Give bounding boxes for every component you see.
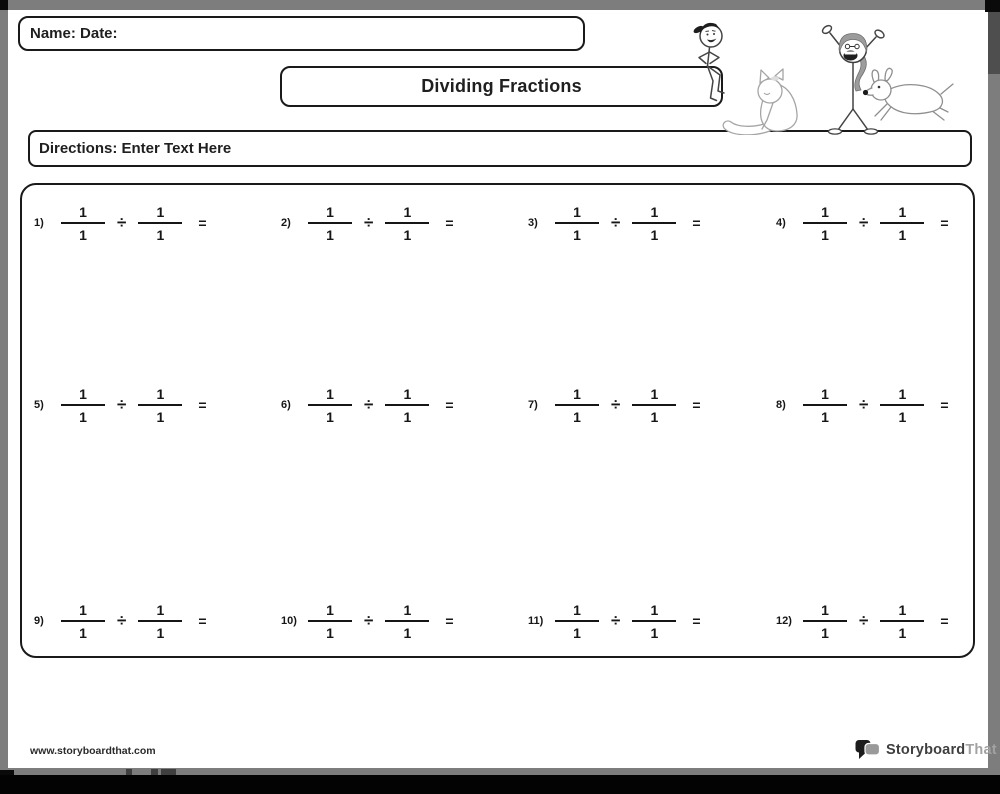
fraction-problem[interactable]: [776, 598, 949, 644]
numerator: 1: [555, 603, 599, 622]
divide-sign: ÷: [364, 611, 374, 630]
divide-sign: ÷: [859, 213, 869, 232]
numerator: 1: [385, 387, 429, 406]
denominator: 1: [650, 408, 659, 425]
dividend-fraction: [802, 387, 848, 424]
problem-number: 7): [528, 399, 538, 411]
dividend-fraction: [802, 205, 848, 242]
numerator: 1: [880, 387, 924, 406]
divide-sign: ÷: [611, 395, 621, 414]
problems-row-1: [22, 200, 973, 246]
divisor-fraction: [137, 387, 183, 424]
dividend-fraction: [60, 387, 106, 424]
fraction-problem[interactable]: [281, 200, 454, 246]
denominator: 1: [79, 226, 87, 243]
cat-grooming-icon: [723, 69, 797, 135]
dividend-fraction: [60, 205, 106, 242]
dividend-fraction: [307, 387, 353, 424]
divide-sign: ÷: [611, 611, 621, 630]
equals-sign: =: [692, 215, 701, 231]
denominator: 1: [898, 408, 907, 425]
equals-sign: =: [445, 397, 454, 413]
problem-number: 1): [34, 217, 44, 229]
dividend-fraction: [554, 205, 600, 242]
numerator: 1: [385, 205, 429, 224]
fraction-problem[interactable]: [776, 382, 949, 428]
frame-corner-top-left: [0, 0, 8, 10]
directions-box[interactable]: [28, 130, 972, 167]
problem-number: 5): [34, 399, 44, 411]
denominator: 1: [403, 226, 412, 243]
denominator: 1: [898, 624, 907, 641]
equals-sign: =: [198, 613, 207, 629]
equals-sign: =: [198, 215, 207, 231]
speech-bubbles-icon: [855, 738, 881, 762]
equals-sign: =: [692, 397, 701, 413]
numerator: 1: [61, 603, 105, 622]
frame-corner-top-right: [985, 0, 1000, 12]
denominator: 1: [403, 624, 412, 641]
numerator: 1: [555, 205, 599, 224]
equals-sign: =: [445, 613, 454, 629]
fraction-problem[interactable]: [281, 382, 454, 428]
divisor-fraction: [384, 603, 430, 640]
denominator: 1: [898, 226, 907, 243]
divide-sign: ÷: [859, 395, 869, 414]
logo-text-secondary: That: [965, 742, 997, 758]
fraction-problem[interactable]: [34, 382, 207, 428]
denominator: 1: [573, 624, 581, 641]
numerator: 1: [61, 387, 105, 406]
numerator: 1: [308, 387, 352, 406]
problem-number: 9): [34, 615, 44, 627]
denominator: 1: [403, 408, 412, 425]
numerator: 1: [632, 603, 676, 622]
denominator: 1: [326, 624, 334, 641]
divide-sign: ÷: [117, 213, 127, 232]
fraction-problem[interactable]: [528, 598, 701, 644]
numerator: 1: [308, 205, 352, 224]
problem-number: 6): [281, 399, 291, 411]
divisor-fraction: [137, 205, 183, 242]
dividend-fraction: [307, 205, 353, 242]
problems-row-2: [22, 382, 973, 428]
divisor-fraction: [384, 387, 430, 424]
problem-number: 8): [776, 399, 786, 411]
divisor-fraction: [631, 205, 677, 242]
dividend-fraction: [60, 603, 106, 640]
frame-right-shadow: [988, 12, 1000, 74]
numerator: 1: [803, 387, 847, 406]
logo-text-primary: Storyboard: [886, 742, 966, 758]
name-date-box[interactable]: [18, 16, 585, 51]
divide-sign: ÷: [364, 395, 374, 414]
worksheet-page: [8, 10, 997, 768]
denominator: 1: [326, 408, 334, 425]
problem-number: 4): [776, 217, 786, 229]
website-url: www.storyboardthat.com: [30, 745, 156, 757]
divisor-fraction: [879, 603, 925, 640]
girl-sitting-icon: [692, 23, 724, 101]
denominator: 1: [573, 408, 581, 425]
denominator: 1: [821, 226, 829, 243]
fraction-problem[interactable]: [34, 200, 207, 246]
numerator: 1: [880, 205, 924, 224]
fraction-problem[interactable]: [34, 598, 207, 644]
denominator: 1: [79, 408, 87, 425]
numerator: 1: [61, 205, 105, 224]
fraction-problem[interactable]: [528, 200, 701, 246]
divide-sign: ÷: [859, 611, 869, 630]
numerator: 1: [632, 387, 676, 406]
numerator: 1: [880, 603, 924, 622]
divisor-fraction: [879, 387, 925, 424]
storyboardthat-logo: [855, 738, 997, 762]
denominator: 1: [650, 226, 659, 243]
dividend-fraction: [554, 603, 600, 640]
equals-sign: =: [692, 613, 701, 629]
divide-sign: ÷: [117, 611, 127, 630]
divisor-fraction: [631, 603, 677, 640]
problems-panel: [20, 183, 975, 658]
equals-sign: =: [445, 215, 454, 231]
equals-sign: =: [198, 397, 207, 413]
numerator: 1: [632, 205, 676, 224]
problem-number: 10): [281, 615, 297, 627]
numerator: 1: [138, 205, 182, 224]
dog-running-icon: [863, 68, 953, 120]
denominator: 1: [650, 624, 659, 641]
problem-number: 3): [528, 217, 538, 229]
numerator: 1: [803, 205, 847, 224]
denominator: 1: [326, 226, 334, 243]
divide-sign: ÷: [117, 395, 127, 414]
denominator: 1: [821, 624, 829, 641]
problem-number: 11): [528, 615, 544, 627]
equals-sign: =: [940, 613, 949, 629]
denominator: 1: [156, 624, 165, 641]
characters-illustration: [675, 8, 965, 135]
equals-sign: =: [940, 215, 949, 231]
dividend-fraction: [307, 603, 353, 640]
title-box[interactable]: [280, 66, 723, 107]
divisor-fraction: [137, 603, 183, 640]
denominator: 1: [79, 624, 87, 641]
divisor-fraction: [384, 205, 430, 242]
numerator: 1: [308, 603, 352, 622]
problem-number: 2): [281, 217, 291, 229]
divide-sign: ÷: [611, 213, 621, 232]
problems-row-3: [22, 598, 973, 644]
fraction-problem[interactable]: [281, 598, 454, 644]
bottom-black-bar: [0, 775, 1000, 794]
numerator: 1: [385, 603, 429, 622]
numerator: 1: [555, 387, 599, 406]
fraction-problem[interactable]: [528, 382, 701, 428]
denominator: 1: [573, 226, 581, 243]
divisor-fraction: [879, 205, 925, 242]
denominator: 1: [821, 408, 829, 425]
directions-label: Directions: Enter Text Here: [39, 140, 232, 157]
divisor-fraction: [631, 387, 677, 424]
numerator: 1: [138, 387, 182, 406]
problem-number: 12): [776, 615, 792, 627]
worksheet-title: Dividing Fractions: [421, 76, 582, 96]
denominator: 1: [156, 226, 165, 243]
name-date-label: Name: Date:: [30, 25, 118, 42]
fraction-problem[interactable]: [776, 200, 949, 246]
divide-sign: ÷: [364, 213, 374, 232]
dividend-fraction: [554, 387, 600, 424]
numerator: 1: [803, 603, 847, 622]
dividend-fraction: [802, 603, 848, 640]
numerator: 1: [138, 603, 182, 622]
denominator: 1: [156, 408, 165, 425]
equals-sign: =: [940, 397, 949, 413]
